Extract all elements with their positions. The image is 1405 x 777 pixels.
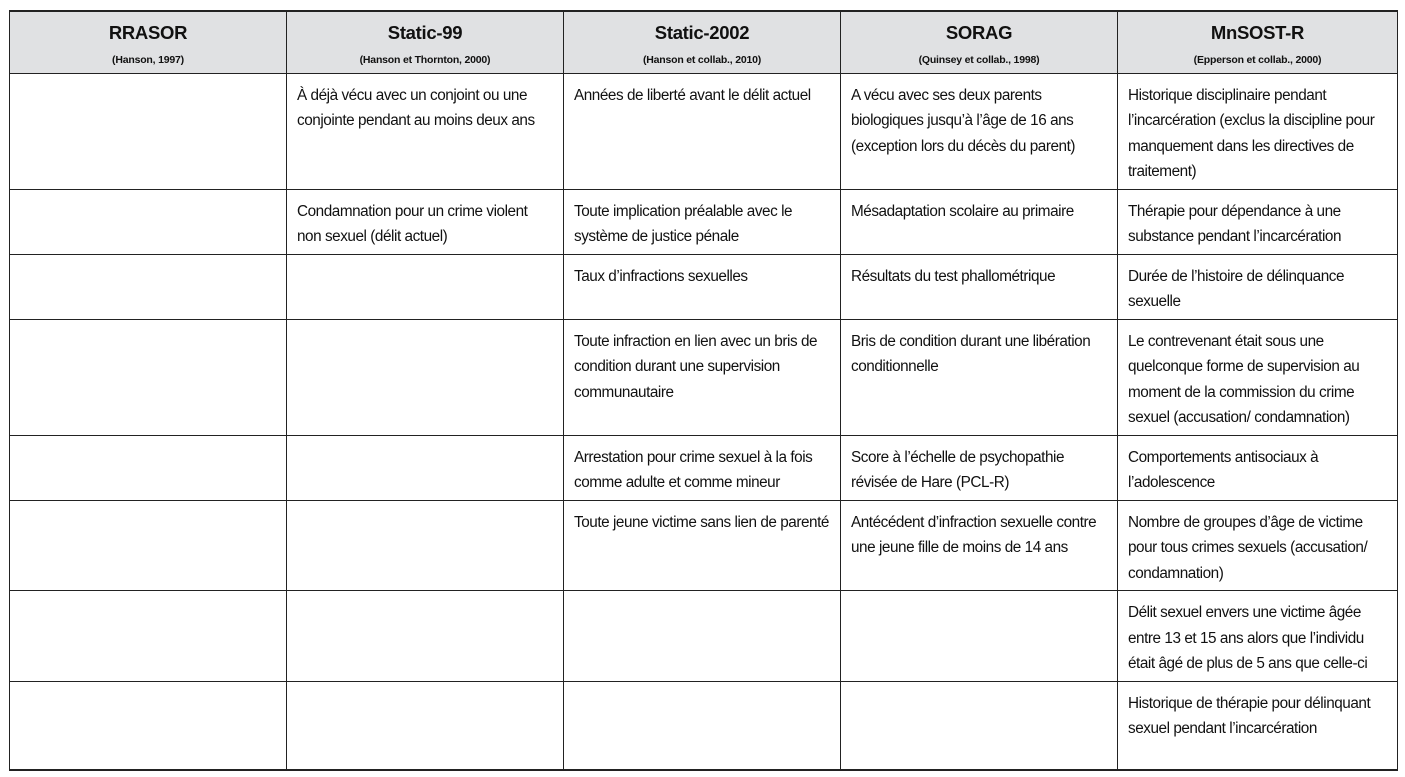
instruments-table [9, 10, 1398, 771]
table-cell [10, 435, 287, 500]
table-cell [287, 435, 564, 500]
header-static-2002 [564, 11, 841, 73]
table-row [10, 254, 1398, 319]
table-cell: Le contrevenant était sous une quelconque forme de supervision au moment de la commission du crime sexuel (accusation/ condamnation) [1118, 319, 1398, 435]
table-cell [564, 591, 841, 682]
table-row [10, 319, 1398, 435]
header-sorag [841, 11, 1118, 73]
table-cell: Antécédent d’infraction sexuelle contre une jeune fille de moins de 14 ans [841, 500, 1118, 591]
table-cell [287, 500, 564, 591]
table-cell [10, 681, 287, 770]
table-cell: Années de liberté avant le délit actuel [564, 73, 841, 189]
table-row [10, 73, 1398, 189]
column-title: Static-2002 [654, 22, 750, 43]
table-cell: Comportements antisociaux à l’adolescence [1118, 435, 1398, 500]
table-cell [10, 500, 287, 591]
column-reference: (Hanson et Thornton, 2000) [359, 54, 491, 66]
table-cell: Historique de thérapie pour délinquant sexuel pendant l’incarcération [1118, 681, 1398, 770]
table-cell: A vécu avec ses deux parents biologiques jusqu’à l’âge de 16 ans (exception lors du décès du parent) [841, 73, 1118, 189]
header-rrasor [10, 11, 287, 73]
column-reference: (Quinsey et collab., 1998) [918, 54, 1040, 66]
table-cell [287, 254, 564, 319]
table-cell: Durée de l’histoire de délinquance sexuelle [1118, 254, 1398, 319]
table-cell: Thérapie pour dépendance à une substance pendant l’incarcération [1118, 189, 1398, 254]
table-cell [10, 591, 287, 682]
table-cell: Condamnation pour un crime violent non sexuel (délit actuel) [287, 189, 564, 254]
column-reference: (Hanson, 1997) [112, 54, 184, 66]
column-reference: (Epperson et collab., 2000) [1193, 54, 1322, 66]
table-cell [841, 591, 1118, 682]
table-row [10, 435, 1398, 500]
table-cell: Toute implication préalable avec le système de justice pénale [564, 189, 841, 254]
table-cell: Nombre de groupes d’âge de victime pour tous crimes sexuels (accusation/ condamnation) [1118, 500, 1398, 591]
column-title: SORAG [945, 22, 1013, 43]
table-row [10, 189, 1398, 254]
table-cell [287, 319, 564, 435]
column-title: Static-99 [387, 22, 463, 43]
table-cell [10, 254, 287, 319]
table-cell: Historique disciplinaire pendant l’incarcération (exclus la discipline pour manquement dans les directives de traitement) [1118, 73, 1398, 189]
table-cell [287, 681, 564, 770]
table-cell: Délit sexuel envers une victime âgée entre 13 et 15 ans alors que l’individu était âgé de plus de 5 ans que celle-ci [1118, 591, 1398, 682]
column-reference: (Hanson et collab., 2010) [642, 54, 762, 66]
table-cell [10, 73, 287, 189]
table-cell: Arrestation pour crime sexuel à la fois comme adulte et comme mineur [564, 435, 841, 500]
table-cell: À déjà vécu avec un conjoint ou une conjointe pendant au moins deux ans [287, 73, 564, 189]
table-row [10, 500, 1398, 591]
column-title: MnSOST-R [1210, 22, 1305, 43]
table-cell: Mésadaptation scolaire au primaire [841, 189, 1118, 254]
table-cell [10, 319, 287, 435]
table-cell: Bris de condition durant une libération conditionnelle [841, 319, 1118, 435]
table-cell: Toute infraction en lien avec un bris de condition durant une supervision communautaire [564, 319, 841, 435]
table-cell [10, 189, 287, 254]
header-static-99 [287, 11, 564, 73]
table-row [10, 591, 1398, 682]
table-cell: Taux d’infractions sexuelles [564, 254, 841, 319]
table-cell [564, 681, 841, 770]
column-title: RRASOR [108, 22, 188, 43]
table-cell: Résultats du test phallométrique [841, 254, 1118, 319]
header-row [10, 11, 1398, 73]
table-cell: Toute jeune victime sans lien de parenté [564, 500, 841, 591]
table-row [10, 681, 1398, 770]
table-cell: Score à l’échelle de psychopathie révisée de Hare (PCL-R) [841, 435, 1118, 500]
table-cell [287, 591, 564, 682]
header-mnsost-r [1118, 11, 1398, 73]
table-cell [841, 681, 1118, 770]
